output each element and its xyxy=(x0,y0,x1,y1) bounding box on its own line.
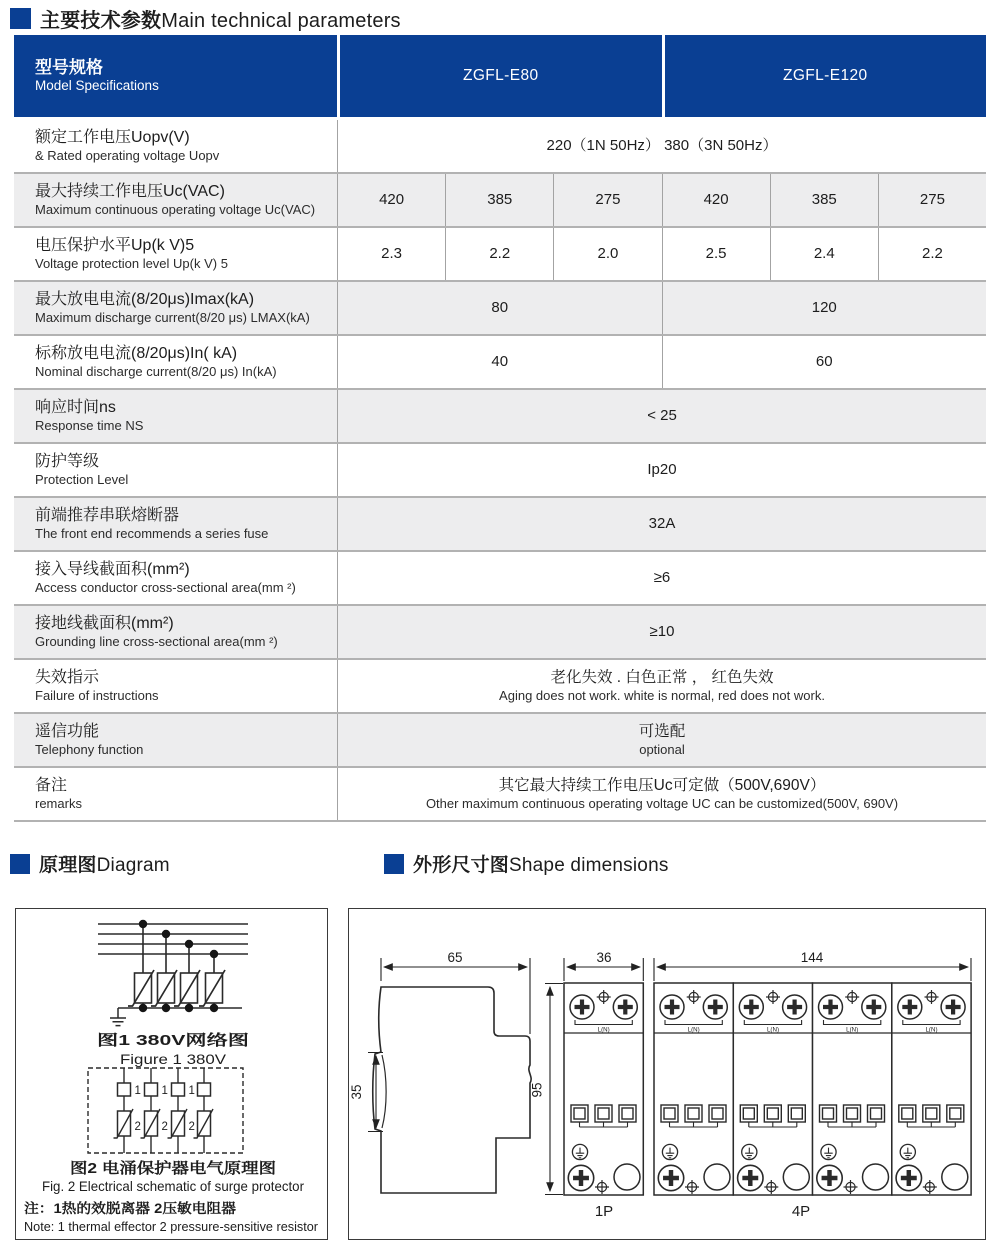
table-row xyxy=(14,660,986,714)
row-value xyxy=(338,660,986,712)
row-value: 60 xyxy=(662,336,987,388)
pole-label-1p: 1P xyxy=(594,1203,614,1220)
row-label-en: Response time NS xyxy=(35,417,144,433)
row-value: 32A xyxy=(648,514,676,532)
shape-section-title xyxy=(384,850,669,877)
dimension-95: 95 xyxy=(529,1082,545,1098)
table-row xyxy=(14,768,986,822)
row-label-zh: 最大放电电流(8/20μs)Imax(kA) xyxy=(35,290,255,308)
row-value: 2.2 xyxy=(445,228,553,280)
table-row xyxy=(14,498,986,552)
row-label-en: Nominal discharge current(8/20 μs) In(kA) xyxy=(35,363,277,379)
header-label-en: Model Specifications xyxy=(35,78,159,94)
row-value: 80 xyxy=(491,298,509,316)
page-title xyxy=(40,4,401,33)
component-2-label: 2 xyxy=(134,1121,141,1133)
diagram-title-en: Diagram xyxy=(96,855,170,876)
figure2-caption-zh: 图2 电涌保护器电气原理图 xyxy=(70,1160,248,1177)
blue-square-bullet-icon xyxy=(10,854,30,874)
figure1-caption-en: Figure 1 380V xyxy=(120,1051,227,1067)
model-column-2: ZGFL-E120 xyxy=(662,35,987,117)
spec-table xyxy=(14,35,986,822)
table-row xyxy=(14,228,986,282)
component-1-label: 1 xyxy=(188,1085,195,1097)
row-label-zh: 电压保护水平Up(k V)5 xyxy=(35,236,195,254)
model-column-1: ZGFL-E80 xyxy=(462,67,539,85)
row-value: 40 xyxy=(491,352,509,370)
table-row xyxy=(14,606,986,660)
component-1-label: 1 xyxy=(161,1085,168,1097)
dimension-144: 144 xyxy=(800,950,824,965)
row-value: 120 xyxy=(662,282,987,334)
shape-dimensions-drawing xyxy=(349,909,984,1238)
blue-square-bullet-icon xyxy=(10,8,31,29)
table-row xyxy=(14,174,986,228)
table-row xyxy=(14,390,986,444)
side-profile-outline xyxy=(373,987,531,1193)
dimension-65: 65 xyxy=(447,950,463,965)
dimension-35: 35 xyxy=(349,1084,364,1100)
row-value xyxy=(338,714,986,766)
row-label-zh: 失效指示 xyxy=(35,668,100,686)
component-1-label: 1 xyxy=(134,1085,141,1097)
row-value: ≥6 xyxy=(653,568,671,586)
row-value: 2.0 xyxy=(553,228,661,280)
pole-label-4p: 4P xyxy=(791,1203,811,1220)
blue-square-bullet-icon xyxy=(384,854,404,874)
row-value-en: Other maximum continuous operating voltage UC can be customized(500V, 690V) xyxy=(425,795,899,811)
row-label-zh: 接地线截面积(mm²) xyxy=(35,614,174,632)
circuit-diagram xyxy=(16,909,326,1238)
sub-section-headers xyxy=(0,850,1000,876)
diagram-section-title xyxy=(10,850,170,877)
row-value: 2.3 xyxy=(381,244,403,262)
row-label-zh: 备注 xyxy=(35,776,68,794)
row-label-zh: 防护等级 xyxy=(35,452,100,470)
diagram-title-zh: 原理图 xyxy=(39,855,97,876)
row-value-en: Aging does not work. white is normal, red does not work. xyxy=(499,687,825,703)
row-label-en: Telephony function xyxy=(35,741,144,757)
row-value-en: optional xyxy=(639,741,685,757)
row-label-en: & Rated operating voltage Uopv xyxy=(35,147,220,163)
diagram-panel xyxy=(15,908,328,1240)
row-label-zh: 额定工作电压Uopv(V) xyxy=(35,128,190,146)
table-row xyxy=(14,120,986,174)
row-label-en: Voltage protection level Up(k V) 5 xyxy=(35,255,228,271)
row-value xyxy=(338,768,986,820)
component-2-label: 2 xyxy=(161,1121,168,1133)
row-label-zh: 标称放电电流(8/20μs)In( kA) xyxy=(35,344,238,362)
row-value: 275 xyxy=(878,174,986,226)
row-label-zh: 遥信功能 xyxy=(35,722,100,740)
row-label-en: Maximum continuous operating voltage Uc(VAC) xyxy=(35,201,316,217)
row-label-en: Grounding line cross-sectional area(mm ²) xyxy=(35,633,278,649)
header-label-zh: 型号规格 xyxy=(35,57,103,77)
figure2-caption-en: Fig. 2 Electrical schematic of surge protector xyxy=(42,1178,305,1194)
main-section-title xyxy=(10,4,401,33)
row-value: 275 xyxy=(553,174,661,226)
row-value: 2.2 xyxy=(878,228,986,280)
shape-title-zh: 外形尺寸图 xyxy=(413,855,510,876)
table-row xyxy=(14,336,986,390)
header-label-cell xyxy=(14,35,337,117)
row-value: 420 xyxy=(379,190,405,208)
row-label-zh: 响应时间ns xyxy=(35,398,116,416)
table-header-row xyxy=(14,35,986,120)
row-value-zh: 其它最大持续工作电压Uc可定做（500V,690V） xyxy=(498,777,826,795)
row-value: 385 xyxy=(770,174,878,226)
row-value: ≥10 xyxy=(649,622,675,640)
row-label-en: The front end recommends a series fuse xyxy=(35,525,269,541)
table-row xyxy=(14,552,986,606)
component-2-label: 2 xyxy=(188,1121,195,1133)
shape-dimensions-panel xyxy=(348,908,986,1240)
row-label-zh: 接入导线截面积(mm²) xyxy=(35,560,190,578)
page-title-zh: 主要技术参数 xyxy=(40,10,162,32)
dimension-36: 36 xyxy=(596,950,612,965)
row-value: Ip20 xyxy=(647,460,677,478)
row-value: 220（1N 50Hz） 380（3N 50Hz） xyxy=(546,136,778,154)
figure1-caption-zh: 图1 380V网络图 xyxy=(97,1032,205,1049)
row-label-en: Failure of instructions xyxy=(35,687,159,703)
note-en: Note: 1 thermal effector 2 pressure-sensitive resistor xyxy=(24,1220,318,1234)
row-label-zh: 前端推荐串联熔断器 xyxy=(35,506,180,524)
note-zh: 注：1热的效脱离器 2压敏电阻器 xyxy=(24,1201,219,1216)
shape-title-en: Shape dimensions xyxy=(509,855,669,876)
row-value-zh: 可选配 xyxy=(638,723,686,741)
row-label-en: Access conductor cross-sectional area(mm ²) xyxy=(35,579,296,595)
row-value: 420 xyxy=(662,174,770,226)
table-row xyxy=(14,444,986,498)
row-value: 385 xyxy=(445,174,553,226)
row-value: 2.4 xyxy=(770,228,878,280)
row-label-en: Protection Level xyxy=(35,471,129,487)
table-row xyxy=(14,714,986,768)
row-value: 2.5 xyxy=(662,228,770,280)
row-label-zh: 最大持续工作电压Uc(VAC) xyxy=(35,182,225,200)
page-title-en: Main technical parameters xyxy=(161,10,401,32)
row-value: < 25 xyxy=(647,406,677,424)
table-row xyxy=(14,282,986,336)
row-value-zh: 老化失效 . 白色正常 ， 红色失效 xyxy=(550,669,774,687)
row-label-en: Maximum discharge current(8/20 μs) LMAX(kA) xyxy=(35,309,310,325)
row-label-en: remarks xyxy=(35,795,82,811)
